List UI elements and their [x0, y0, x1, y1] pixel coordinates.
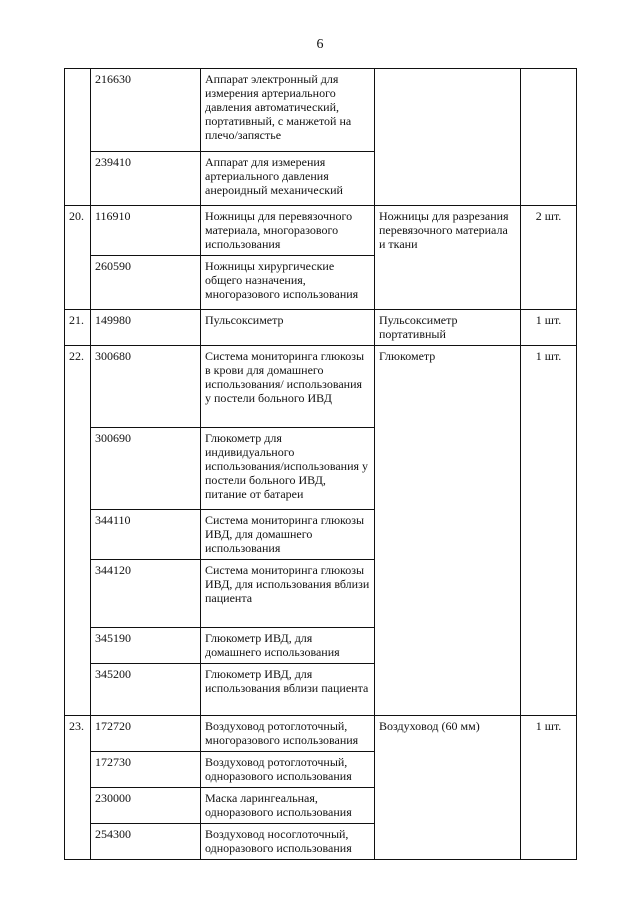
- name-cell: Воздуховод ротоглоточный, многоразового использования: [201, 716, 375, 752]
- device-cell: Ножницы для разрезания перевязочного материала и ткани: [375, 206, 521, 310]
- code-cell: 300680: [91, 346, 201, 428]
- code-cell: 345190: [91, 628, 201, 664]
- code-cell: 345200: [91, 664, 201, 716]
- name-cell: Воздуховод ротоглоточный, одноразового использования: [201, 752, 375, 788]
- table-row: [65, 310, 577, 346]
- name-cell: Маска ларингеальная, одноразового использования: [201, 788, 375, 824]
- table-row: [65, 69, 577, 152]
- row-number: [65, 69, 91, 206]
- device-cell: [375, 69, 521, 206]
- name-cell: Глюкометр ИВД, для домашнего использования: [201, 628, 375, 664]
- page-number: 6: [316, 37, 324, 52]
- quantity-cell: 1 шт.: [521, 310, 577, 346]
- code-cell: 172730: [91, 752, 201, 788]
- name-cell: Пульсоксиметр: [201, 310, 375, 346]
- name-cell: Аппарат электронный для измерения артериального давления автоматический, портативный, с манжетой на плечо/запястье: [201, 69, 375, 152]
- code-cell: 230000: [91, 788, 201, 824]
- row-number: 20.: [65, 206, 91, 310]
- row-number: 23.: [65, 716, 91, 860]
- quantity-cell: [521, 69, 577, 206]
- code-cell: 239410: [91, 152, 201, 206]
- code-cell: 300690: [91, 428, 201, 510]
- device-cell: Пульсоксиметр портативный: [375, 310, 521, 346]
- name-cell: Система мониторинга глюкозы ИВД, для домашнего использования: [201, 510, 375, 560]
- name-cell: Ножницы хирургические общего назначения, многоразового использования: [201, 256, 375, 310]
- table-row: [65, 206, 577, 256]
- code-cell: 254300: [91, 824, 201, 860]
- device-cell: Воздуховод (60 мм): [375, 716, 521, 860]
- code-cell: 149980: [91, 310, 201, 346]
- code-cell: 260590: [91, 256, 201, 310]
- name-cell: Ножницы для перевязочного материала, многоразового использования: [201, 206, 375, 256]
- code-cell: 116910: [91, 206, 201, 256]
- name-cell: Глюкометр ИВД, для использования вблизи пациента: [201, 664, 375, 716]
- name-cell: Глюкометр для индивидуального использования/использования у постели больного ИВД, питание от батареи: [201, 428, 375, 510]
- name-cell: Система мониторинга глюкозы ИВД, для использования вблизи пациента: [201, 560, 375, 628]
- table-row: [65, 716, 577, 752]
- quantity-cell: 1 шт.: [521, 346, 577, 716]
- device-cell: Глюкометр: [375, 346, 521, 716]
- name-cell: Аппарат для измерения артериального давления анероидный механический: [201, 152, 375, 206]
- name-cell: Воздуховод носоглоточный, одноразового использования: [201, 824, 375, 860]
- name-cell: Система мониторинга глюкозы в крови для домашнего использования/ использования у постели больного ИВД: [201, 346, 375, 428]
- code-cell: 344120: [91, 560, 201, 628]
- quantity-cell: 2 шт.: [521, 206, 577, 310]
- code-cell: 216630: [91, 69, 201, 152]
- row-number: 21.: [65, 310, 91, 346]
- row-number: 22.: [65, 346, 91, 716]
- equipment-table: [64, 68, 577, 860]
- code-cell: 172720: [91, 716, 201, 752]
- table-row: [65, 346, 577, 428]
- code-cell: 344110: [91, 510, 201, 560]
- quantity-cell: 1 шт.: [521, 716, 577, 860]
